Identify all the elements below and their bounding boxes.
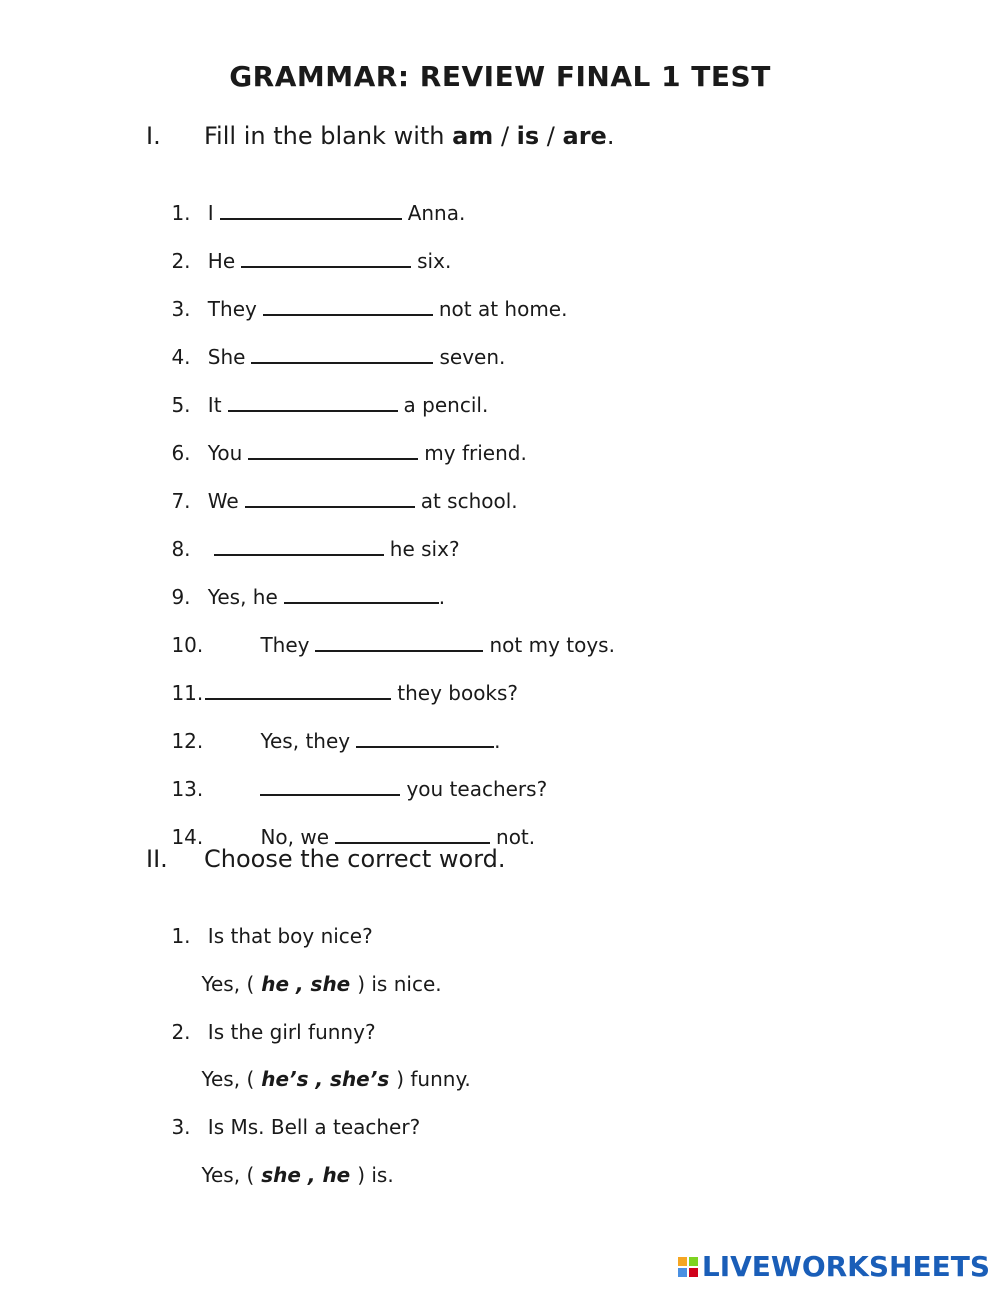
period: .	[606, 122, 615, 150]
item-number: 10.	[171, 633, 204, 657]
item-number: 5.	[171, 393, 191, 417]
item-suffix: not at home.	[438, 297, 568, 321]
logo-icon	[678, 1257, 698, 1277]
item-number: 3.	[171, 297, 191, 321]
word-am: am	[452, 122, 494, 150]
answer-blank[interactable]	[214, 536, 384, 556]
answer-blank[interactable]	[205, 680, 391, 700]
question-text: Is Ms. Bell a teacher?	[207, 1115, 421, 1139]
section-2-heading	[146, 845, 506, 873]
choice-answer	[176, 1139, 394, 1211]
answer-blank[interactable]	[251, 344, 433, 364]
answer-blank[interactable]	[284, 584, 439, 604]
question-text: Is that boy nice?	[207, 924, 373, 948]
item-suffix: at school.	[420, 489, 518, 513]
brand-name: LIVEWORKSHEETS	[701, 1250, 990, 1283]
item-number: 2.	[171, 249, 191, 273]
item-number: 3.	[171, 1115, 191, 1139]
item-number: 11.	[171, 681, 204, 705]
answer-blank[interactable]	[263, 296, 433, 316]
answer-suffix: ) funny.	[396, 1067, 471, 1091]
item-suffix: Anna.	[407, 201, 466, 225]
item-suffix: a pencil.	[403, 393, 489, 417]
answer-blank[interactable]	[248, 440, 418, 460]
answer-options[interactable]: she , he	[254, 1163, 358, 1187]
item-prefix: Yes, they	[260, 729, 351, 753]
separator: /	[493, 122, 517, 150]
item-suffix: .	[438, 585, 446, 609]
item-number: 1.	[171, 924, 191, 948]
answer-blank[interactable]	[260, 776, 400, 796]
answer-blank[interactable]	[356, 728, 494, 748]
answer-blank[interactable]	[241, 248, 411, 268]
answer-blank[interactable]	[220, 200, 402, 220]
item-number: 7.	[171, 489, 191, 513]
item-number: 6.	[171, 441, 191, 465]
answer-options[interactable]: he , she	[254, 972, 358, 996]
item-suffix: seven.	[439, 345, 506, 369]
answer-blank[interactable]	[245, 488, 415, 508]
item-prefix: He	[207, 249, 236, 273]
section-1-instruction: Fill in the blank with	[204, 122, 453, 150]
answer-prefix: Yes, (	[201, 1163, 255, 1187]
item-number: 1.	[171, 201, 191, 225]
item-number: 14.	[171, 825, 204, 849]
item-number: 9.	[171, 585, 191, 609]
word-is: is	[516, 122, 540, 150]
answer-blank[interactable]	[228, 392, 398, 412]
item-number: 13.	[171, 777, 204, 801]
item-suffix: .	[494, 729, 501, 753]
answer-prefix: Yes, (	[201, 972, 255, 996]
item-suffix: not my toys.	[489, 633, 615, 657]
liveworksheets-logo	[678, 1250, 990, 1283]
answer-prefix: Yes, (	[201, 1067, 255, 1091]
item-number: 2.	[171, 1020, 191, 1044]
item-prefix: You	[207, 441, 243, 465]
item-prefix: They	[207, 297, 257, 321]
item-number: 8.	[171, 537, 191, 561]
page-title: GRAMMAR: REVIEW FINAL 1 TEST	[229, 60, 771, 93]
section-2-instruction: Choose the correct word.	[204, 845, 506, 873]
item-suffix: six.	[417, 249, 452, 273]
item-prefix: They	[260, 633, 310, 657]
answer-blank[interactable]	[335, 824, 490, 844]
word-are: are	[562, 122, 607, 150]
separator: /	[539, 122, 563, 150]
item-suffix: he six?	[389, 537, 460, 561]
item-prefix: No, we	[260, 825, 330, 849]
item-suffix: my friend.	[424, 441, 527, 465]
item-number: 4.	[171, 345, 191, 369]
item-prefix: She	[207, 345, 246, 369]
section-1-heading	[146, 122, 614, 150]
answer-suffix: ) is nice.	[357, 972, 442, 996]
section-2-number: II.	[146, 845, 168, 873]
item-prefix: I	[207, 201, 214, 225]
item-number: 12.	[171, 729, 204, 753]
item-prefix: Yes, he	[207, 585, 278, 609]
section-1-number: I.	[146, 122, 161, 150]
answer-options[interactable]: he’s , she’s	[254, 1067, 397, 1091]
item-suffix: not.	[496, 825, 536, 849]
answer-blank[interactable]	[315, 632, 483, 652]
question-text: Is the girl funny?	[207, 1020, 376, 1044]
item-prefix: It	[207, 393, 222, 417]
item-prefix: We	[207, 489, 239, 513]
item-suffix: you teachers?	[406, 777, 548, 801]
answer-suffix: ) is.	[357, 1163, 394, 1187]
item-suffix: they books?	[397, 681, 519, 705]
